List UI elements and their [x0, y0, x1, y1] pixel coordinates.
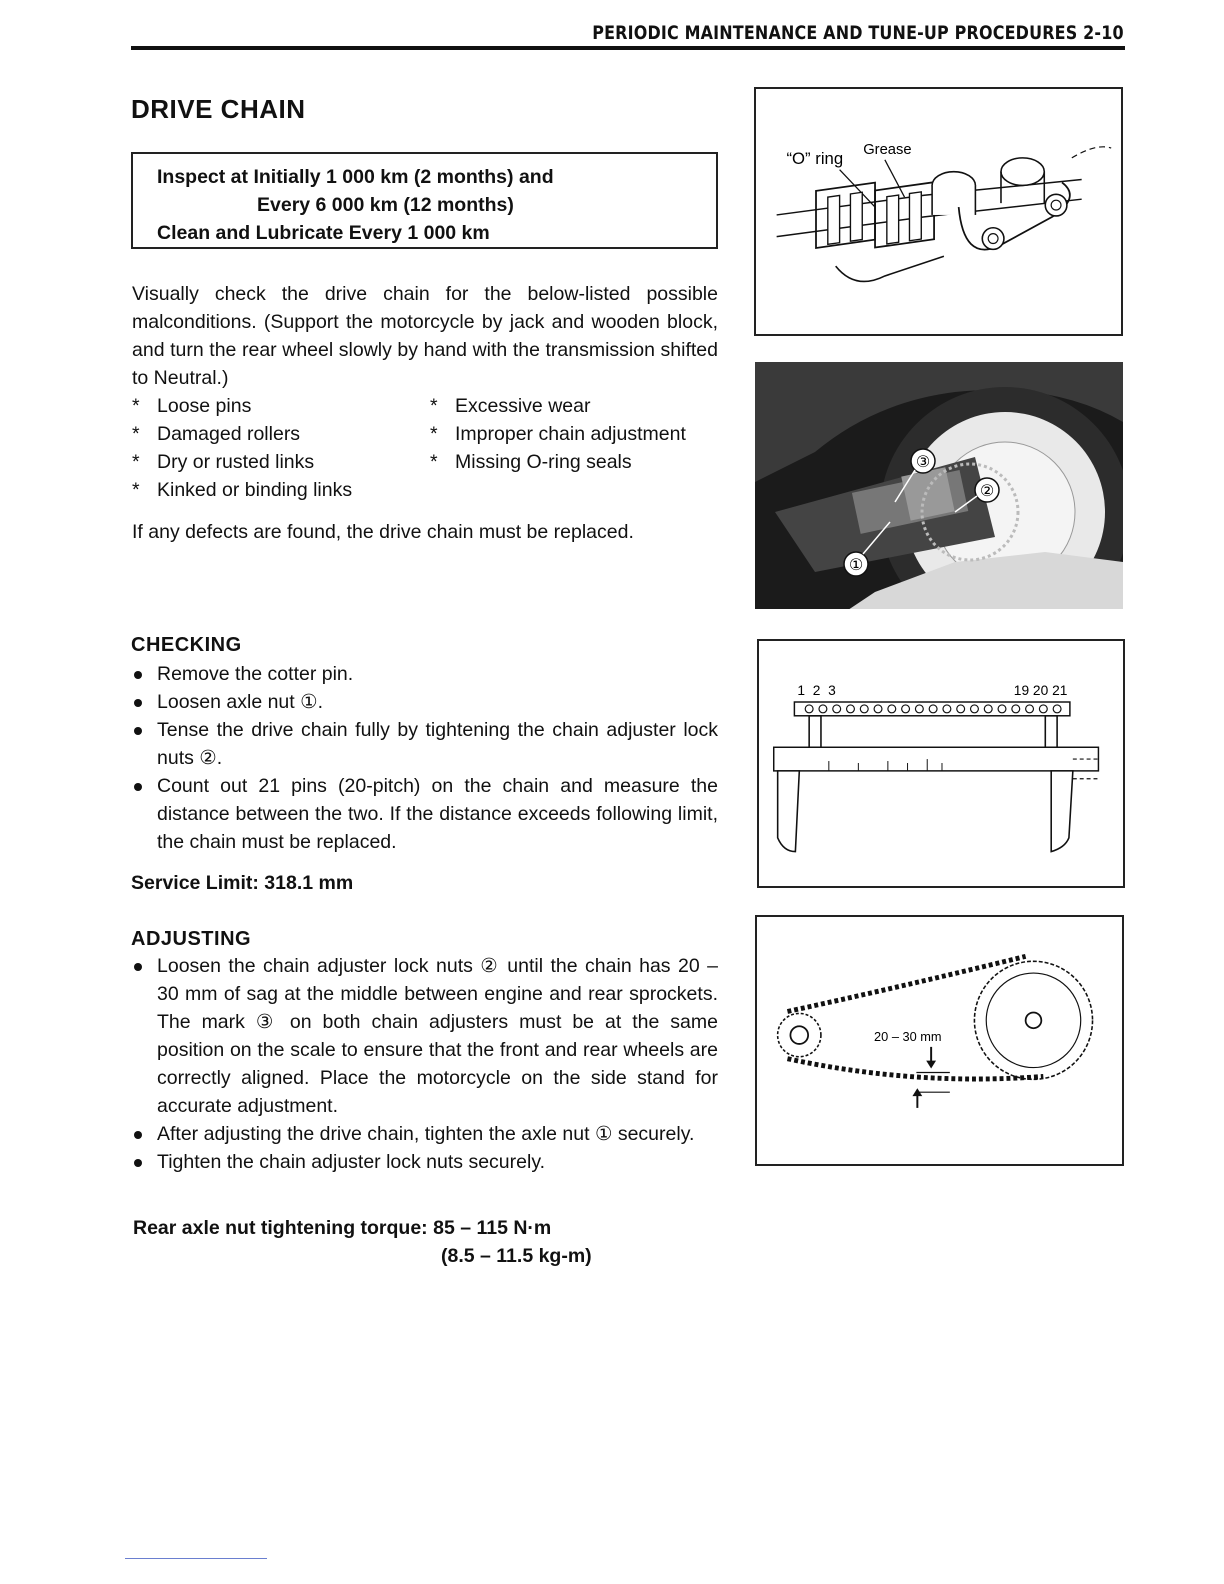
defects-note: If any defects are found, the drive chain must be replaced.	[132, 521, 634, 543]
chain-measure-figure	[757, 639, 1125, 888]
torque-spec: Rear axle nut tightening torque: 85 – 115 N·m	[133, 1217, 552, 1239]
grease-label: Grease	[863, 141, 912, 158]
list-item	[132, 476, 732, 504]
bullet-marker: *	[132, 423, 140, 445]
torque-spec-alt: (8.5 – 11.5 kg-m)	[441, 1245, 592, 1267]
rear-wheel-photo-art	[755, 362, 1123, 609]
bullet-marker: *	[132, 451, 140, 473]
bullet-marker: *	[430, 451, 438, 473]
schedule-line-2: Every 6 000 km (12 months)	[257, 194, 514, 216]
bullet-marker: *	[132, 395, 140, 417]
footer-link-rule	[125, 1558, 267, 1559]
schedule-line-3: Clean and Lubricate Every 1 000 km	[157, 222, 490, 244]
condition-item: Improper chain adjustment	[455, 423, 686, 445]
list-item	[132, 420, 732, 448]
intro-paragraph: Visually check the drive chain for the below-listed possible malconditions. (Support the motorcycle by jack and wooden block, and turn the rear wheel slowly by hand with the transmission shifted to Neutral.)	[132, 283, 718, 389]
list-item: Loosen axle nut ①.	[132, 688, 718, 716]
list-item: Remove the cotter pin.	[132, 660, 718, 688]
condition-item: Loose pins	[157, 395, 252, 417]
list-item: Tense the drive chain fully by tightening the chain adjuster lock nuts ②.	[132, 716, 718, 772]
service-limit: Service Limit: 318.1 mm	[131, 872, 354, 894]
adjusting-title: ADJUSTING	[131, 928, 252, 950]
oring-chain-figure	[754, 87, 1123, 336]
checking-title: CHECKING	[131, 634, 242, 656]
list-item	[132, 392, 732, 420]
header-title: PERIODIC MAINTENANCE AND TUNE-UP PROCEDURES	[592, 22, 1078, 44]
chain-sag-figure	[755, 915, 1124, 1166]
callout-1: ①	[848, 555, 864, 574]
callout-3: ③	[915, 452, 931, 471]
bullet-marker: *	[430, 423, 438, 445]
list-item: Count out 21 pins (20-pitch) on the chain and measure the distance between the two. If the distance exceeds following limit, the chain must be replaced.	[132, 772, 718, 856]
page-header	[592, 22, 1124, 44]
list-item: Loosen the chain adjuster lock nuts ② until the chain has 20 – 30 mm of sag at the middle between engine and rear sprockets. The mark ③ on both chain adjusters must be at the same position on the scale to ensure that the front and rear wheels are correctly aligned. Place the motorcycle on the side stand for accurate adjustment.	[132, 952, 718, 1120]
adjusting-steps	[132, 952, 718, 1176]
condition-item: Missing O-ring seals	[455, 451, 632, 473]
bullet-marker: *	[430, 395, 438, 417]
list-item: Tighten the chain adjuster lock nuts securely.	[132, 1148, 718, 1176]
callout-2: ②	[979, 481, 995, 500]
rear-wheel-photo	[755, 362, 1123, 609]
conditions-list	[132, 392, 732, 504]
header-rule	[131, 46, 1125, 50]
chain-measure-diagram	[759, 641, 1123, 886]
list-item: After adjusting the drive chain, tighten the axle nut ① securely.	[132, 1120, 718, 1148]
bullet-marker: *	[132, 479, 140, 501]
section-title: DRIVE CHAIN	[131, 94, 306, 124]
page-number: 2-10	[1083, 22, 1124, 44]
condition-item: Excessive wear	[455, 395, 591, 417]
sag-label: 20 – 30 mm	[874, 1028, 942, 1044]
checking-steps	[132, 660, 718, 856]
pin-label-left: 1 2 3	[797, 683, 838, 699]
schedule-box	[131, 152, 718, 249]
oring-label: “O” ring	[786, 148, 844, 168]
oring-chain-diagram	[756, 89, 1121, 334]
list-item	[132, 448, 732, 476]
schedule-line-1: Inspect at Initially 1 000 km (2 months) and	[157, 166, 554, 188]
condition-item: Dry or rusted links	[157, 451, 315, 473]
condition-item: Damaged rollers	[157, 423, 301, 445]
chain-sag-diagram	[757, 917, 1122, 1164]
condition-item: Kinked or binding links	[157, 479, 353, 501]
pin-label-right: 19 20 21	[1013, 683, 1068, 699]
